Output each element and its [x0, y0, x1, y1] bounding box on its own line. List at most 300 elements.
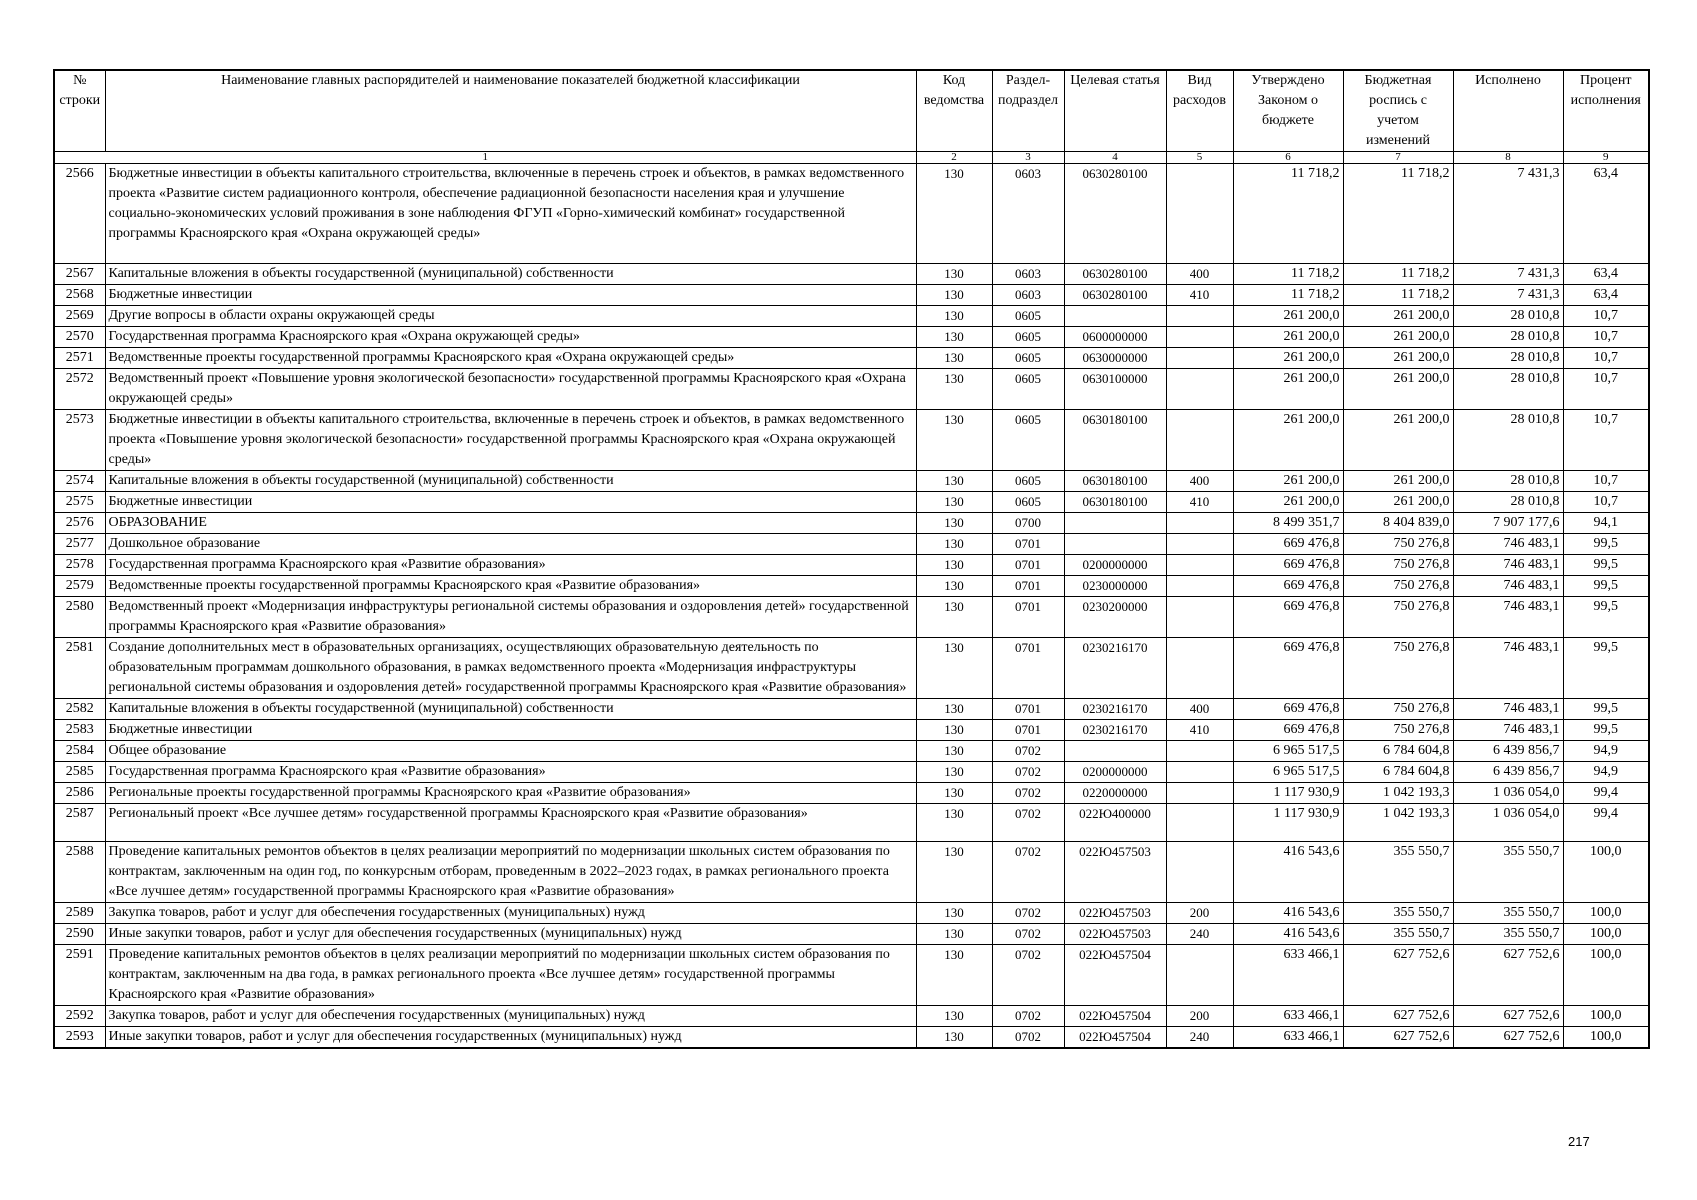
row-number: 2589 — [54, 903, 105, 924]
table-row — [54, 327, 1649, 348]
department-code: 130 — [916, 924, 992, 945]
row-number: 2568 — [54, 285, 105, 306]
department-code: 130 — [916, 576, 992, 597]
department-code: 130 — [916, 945, 992, 1006]
department-code: 130 — [916, 842, 992, 903]
header-expense-type: Вид расходов — [1166, 70, 1233, 152]
schedule-amount: 627 752,6 — [1343, 945, 1453, 1006]
table-row — [54, 783, 1649, 804]
target-item-code: 022Ю457504 — [1064, 1027, 1166, 1049]
department-code: 130 — [916, 699, 992, 720]
executed-amount: 746 483,1 — [1453, 576, 1563, 597]
approved-amount: 416 543,6 — [1233, 842, 1343, 903]
column-number: 8 — [1453, 152, 1563, 164]
schedule-amount: 261 200,0 — [1343, 327, 1453, 348]
schedule-amount: 750 276,8 — [1343, 576, 1453, 597]
approved-amount: 669 476,8 — [1233, 720, 1343, 741]
row-name: Общее образование — [105, 741, 916, 762]
schedule-amount: 261 200,0 — [1343, 348, 1453, 369]
section-code: 0702 — [992, 741, 1064, 762]
expense-type-code: 240 — [1166, 924, 1233, 945]
executed-amount: 627 752,6 — [1453, 1006, 1563, 1027]
percent-executed: 63,4 — [1563, 264, 1649, 285]
schedule-amount: 261 200,0 — [1343, 492, 1453, 513]
department-code: 130 — [916, 164, 992, 264]
expense-type-code — [1166, 369, 1233, 410]
executed-amount: 355 550,7 — [1453, 903, 1563, 924]
table-row — [54, 471, 1649, 492]
table-header — [54, 70, 1649, 164]
approved-amount: 261 200,0 — [1233, 327, 1343, 348]
table-row — [54, 903, 1649, 924]
page-number: 217 — [1568, 1134, 1590, 1149]
expense-type-code — [1166, 348, 1233, 369]
column-number: 2 — [916, 152, 992, 164]
schedule-amount: 355 550,7 — [1343, 924, 1453, 945]
expense-type-code: 200 — [1166, 903, 1233, 924]
percent-executed: 99,4 — [1563, 804, 1649, 842]
section-code: 0701 — [992, 576, 1064, 597]
table-row — [54, 762, 1649, 783]
department-code: 130 — [916, 471, 992, 492]
row-name: Бюджетные инвестиции — [105, 285, 916, 306]
target-item-code: 0630180100 — [1064, 471, 1166, 492]
target-item-code: 022Ю457503 — [1064, 903, 1166, 924]
row-name: Капитальные вложения в объекты государственной (муниципальной) собственности — [105, 471, 916, 492]
target-item-code: 0630280100 — [1064, 164, 1166, 264]
column-number: 7 — [1343, 152, 1453, 164]
row-number: 2576 — [54, 513, 105, 534]
schedule-amount: 750 276,8 — [1343, 555, 1453, 576]
target-item-code: 022Ю457503 — [1064, 924, 1166, 945]
row-name: Региональные проекты государственной программы Красноярского края «Развитие образования» — [105, 783, 916, 804]
percent-executed: 94,9 — [1563, 762, 1649, 783]
target-item-code: 0230216170 — [1064, 638, 1166, 699]
header-executed: Исполнено — [1453, 70, 1563, 152]
target-item-code: 022Ю457504 — [1064, 1006, 1166, 1027]
target-item-code: 0630000000 — [1064, 348, 1166, 369]
row-name: Капитальные вложения в объекты государственной (муниципальной) собственности — [105, 699, 916, 720]
approved-amount: 6 965 517,5 — [1233, 762, 1343, 783]
table-row — [54, 369, 1649, 410]
section-code: 0605 — [992, 410, 1064, 471]
executed-amount: 746 483,1 — [1453, 534, 1563, 555]
department-code: 130 — [916, 410, 992, 471]
column-number: 9 — [1563, 152, 1649, 164]
target-item-code: 0220000000 — [1064, 783, 1166, 804]
schedule-amount: 750 276,8 — [1343, 699, 1453, 720]
table-row — [54, 306, 1649, 327]
expense-type-code — [1166, 945, 1233, 1006]
schedule-amount: 355 550,7 — [1343, 903, 1453, 924]
approved-amount: 669 476,8 — [1233, 534, 1343, 555]
row-number: 2593 — [54, 1027, 105, 1049]
approved-amount: 633 466,1 — [1233, 1027, 1343, 1049]
percent-executed: 94,1 — [1563, 513, 1649, 534]
section-code: 0605 — [992, 492, 1064, 513]
target-item-code: 0200000000 — [1064, 762, 1166, 783]
approved-amount: 261 200,0 — [1233, 369, 1343, 410]
schedule-amount: 8 404 839,0 — [1343, 513, 1453, 534]
row-name: Закупка товаров, работ и услуг для обеспечения государственных (муниципальных) нужд — [105, 903, 916, 924]
department-code: 130 — [916, 327, 992, 348]
row-number: 2567 — [54, 264, 105, 285]
section-code: 0702 — [992, 842, 1064, 903]
schedule-amount: 750 276,8 — [1343, 720, 1453, 741]
percent-executed: 10,7 — [1563, 471, 1649, 492]
percent-executed: 10,7 — [1563, 306, 1649, 327]
target-item-code: 022Ю457503 — [1064, 842, 1166, 903]
target-item-code — [1064, 534, 1166, 555]
approved-amount: 1 117 930,9 — [1233, 804, 1343, 842]
target-item-code — [1064, 306, 1166, 327]
row-name: Закупка товаров, работ и услуг для обеспечения государственных (муниципальных) нужд — [105, 1006, 916, 1027]
target-item-code: 0600000000 — [1064, 327, 1166, 348]
table-row — [54, 720, 1649, 741]
section-code: 0701 — [992, 597, 1064, 638]
executed-amount: 7 907 177,6 — [1453, 513, 1563, 534]
executed-amount: 28 010,8 — [1453, 410, 1563, 471]
expense-type-code — [1166, 842, 1233, 903]
percent-executed: 99,5 — [1563, 576, 1649, 597]
percent-executed: 10,7 — [1563, 410, 1649, 471]
section-code: 0702 — [992, 783, 1064, 804]
approved-amount: 669 476,8 — [1233, 555, 1343, 576]
table-row — [54, 741, 1649, 762]
percent-executed: 10,7 — [1563, 327, 1649, 348]
target-item-code — [1064, 741, 1166, 762]
schedule-amount: 750 276,8 — [1343, 534, 1453, 555]
row-number: 2585 — [54, 762, 105, 783]
approved-amount: 261 200,0 — [1233, 348, 1343, 369]
executed-amount: 746 483,1 — [1453, 597, 1563, 638]
section-code: 0701 — [992, 699, 1064, 720]
section-code: 0605 — [992, 306, 1064, 327]
approved-amount: 416 543,6 — [1233, 924, 1343, 945]
expense-type-code — [1166, 164, 1233, 264]
approved-amount: 11 718,2 — [1233, 285, 1343, 306]
percent-executed: 63,4 — [1563, 285, 1649, 306]
percent-executed: 100,0 — [1563, 903, 1649, 924]
row-number: 2586 — [54, 783, 105, 804]
row-number: 2592 — [54, 1006, 105, 1027]
row-name: Дошкольное образование — [105, 534, 916, 555]
schedule-amount: 261 200,0 — [1343, 471, 1453, 492]
header-percent: Процент исполнения — [1563, 70, 1649, 152]
approved-amount: 8 499 351,7 — [1233, 513, 1343, 534]
column-number: 3 — [992, 152, 1064, 164]
expense-type-code — [1166, 306, 1233, 327]
expense-type-code — [1166, 762, 1233, 783]
row-number: 2572 — [54, 369, 105, 410]
executed-amount: 28 010,8 — [1453, 306, 1563, 327]
section-code: 0605 — [992, 369, 1064, 410]
section-code: 0605 — [992, 471, 1064, 492]
percent-executed: 10,7 — [1563, 492, 1649, 513]
column-number: 4 — [1064, 152, 1166, 164]
schedule-amount: 6 784 604,8 — [1343, 762, 1453, 783]
table-row — [54, 1027, 1649, 1049]
section-code: 0603 — [992, 264, 1064, 285]
approved-amount: 416 543,6 — [1233, 903, 1343, 924]
header-row — [54, 70, 1649, 152]
table-row — [54, 638, 1649, 699]
percent-executed: 99,4 — [1563, 783, 1649, 804]
header-target-item: Целевая статья — [1064, 70, 1166, 152]
column-number: 5 — [1166, 152, 1233, 164]
executed-amount: 28 010,8 — [1453, 492, 1563, 513]
executed-amount: 6 439 856,7 — [1453, 741, 1563, 762]
schedule-amount: 261 200,0 — [1343, 369, 1453, 410]
executed-amount: 7 431,3 — [1453, 264, 1563, 285]
executed-amount: 7 431,3 — [1453, 164, 1563, 264]
section-code: 0702 — [992, 762, 1064, 783]
row-number: 2584 — [54, 741, 105, 762]
row-number: 2570 — [54, 327, 105, 348]
schedule-amount: 627 752,6 — [1343, 1006, 1453, 1027]
table-row — [54, 924, 1649, 945]
row-name: Бюджетные инвестиции в объекты капитального строительства, включенные в перечень строек и объектов, в рамках ведомственного проекта «Развитие систем радиационного контроля, обеспечение радиационной безопасности населения края и улучшение социально-экономических условий проживания в зоне наблюдения ФГУП «Горно-химический комбинат» государственной программы Красноярского края «Охрана окружающей среды» — [105, 164, 916, 264]
table-row — [54, 513, 1649, 534]
department-code: 130 — [916, 555, 992, 576]
approved-amount: 1 117 930,9 — [1233, 783, 1343, 804]
row-name: Ведомственный проект «Модернизация инфраструктуры региональной системы образования и оздоровления детей» государственной программы Красноярского края «Развитие образования» — [105, 597, 916, 638]
expense-type-code — [1166, 804, 1233, 842]
section-code: 0701 — [992, 720, 1064, 741]
row-name: Иные закупки товаров, работ и услуг для обеспечения государственных (муниципальных) нужд — [105, 1027, 916, 1049]
column-numbers-row — [54, 152, 1649, 164]
approved-amount: 669 476,8 — [1233, 699, 1343, 720]
expense-type-code — [1166, 327, 1233, 348]
expense-type-code — [1166, 555, 1233, 576]
target-item-code: 0230000000 — [1064, 576, 1166, 597]
executed-amount: 1 036 054,0 — [1453, 804, 1563, 842]
section-code: 0603 — [992, 285, 1064, 306]
row-number: 2582 — [54, 699, 105, 720]
target-item-code: 022Ю457504 — [1064, 945, 1166, 1006]
approved-amount: 633 466,1 — [1233, 1006, 1343, 1027]
table-row — [54, 492, 1649, 513]
row-number: 2573 — [54, 410, 105, 471]
percent-executed: 63,4 — [1563, 164, 1649, 264]
expense-type-code: 410 — [1166, 492, 1233, 513]
target-item-code — [1064, 513, 1166, 534]
row-name: Государственная программа Красноярского края «Развитие образования» — [105, 555, 916, 576]
approved-amount: 6 965 517,5 — [1233, 741, 1343, 762]
header-budget-schedule: Бюджетная роспись с учетом изменений — [1343, 70, 1453, 152]
executed-amount: 746 483,1 — [1453, 720, 1563, 741]
approved-amount: 261 200,0 — [1233, 306, 1343, 327]
row-number: 2591 — [54, 945, 105, 1006]
department-code: 130 — [916, 720, 992, 741]
target-item-code: 0230216170 — [1064, 720, 1166, 741]
executed-amount: 355 550,7 — [1453, 924, 1563, 945]
department-code: 130 — [916, 306, 992, 327]
section-code: 0702 — [992, 924, 1064, 945]
table-row — [54, 842, 1649, 903]
row-name: Бюджетные инвестиции в объекты капитального строительства, включенные в перечень строек и объектов, в рамках ведомственного проекта «Повышение уровня экологической безопасности» государственной программы Красноярского края «Охрана окружающей среды» — [105, 410, 916, 471]
expense-type-code — [1166, 597, 1233, 638]
row-name: Ведомственные проекты государственной программы Красноярского края «Развитие образования» — [105, 576, 916, 597]
expense-type-code: 400 — [1166, 699, 1233, 720]
schedule-amount: 11 718,2 — [1343, 264, 1453, 285]
approved-amount: 669 476,8 — [1233, 638, 1343, 699]
schedule-amount: 750 276,8 — [1343, 638, 1453, 699]
department-code: 130 — [916, 264, 992, 285]
expense-type-code: 410 — [1166, 720, 1233, 741]
department-code: 130 — [916, 492, 992, 513]
row-number: 2588 — [54, 842, 105, 903]
expense-type-code: 200 — [1166, 1006, 1233, 1027]
percent-executed: 100,0 — [1563, 1006, 1649, 1027]
schedule-amount: 11 718,2 — [1343, 285, 1453, 306]
target-item-code: 0630280100 — [1064, 285, 1166, 306]
executed-amount: 746 483,1 — [1453, 638, 1563, 699]
percent-executed: 99,5 — [1563, 555, 1649, 576]
expense-type-code — [1166, 783, 1233, 804]
row-name: Проведение капитальных ремонтов объектов в целях реализации мероприятий по модернизации школьных систем образования по контрактам, заключенным на два года, в рамках регионального проекта «Все лучшее детям» государственной программы Красноярского края «Развитие образования» — [105, 945, 916, 1006]
target-item-code: 0630280100 — [1064, 264, 1166, 285]
row-number: 2571 — [54, 348, 105, 369]
approved-amount: 669 476,8 — [1233, 576, 1343, 597]
executed-amount: 6 439 856,7 — [1453, 762, 1563, 783]
department-code: 130 — [916, 638, 992, 699]
department-code: 130 — [916, 1027, 992, 1049]
section-code: 0701 — [992, 555, 1064, 576]
target-item-code: 0200000000 — [1064, 555, 1166, 576]
row-name: Другие вопросы в области охраны окружающей среды — [105, 306, 916, 327]
percent-executed: 94,9 — [1563, 741, 1649, 762]
table-row — [54, 410, 1649, 471]
schedule-amount: 261 200,0 — [1343, 410, 1453, 471]
executed-amount: 627 752,6 — [1453, 1027, 1563, 1049]
table-row — [54, 699, 1649, 720]
schedule-amount: 1 042 193,3 — [1343, 783, 1453, 804]
percent-executed: 100,0 — [1563, 842, 1649, 903]
expense-type-code: 400 — [1166, 264, 1233, 285]
percent-executed: 99,5 — [1563, 720, 1649, 741]
column-number: 6 — [1233, 152, 1343, 164]
row-name: ОБРАЗОВАНИЕ — [105, 513, 916, 534]
executed-amount: 28 010,8 — [1453, 369, 1563, 410]
percent-executed: 99,5 — [1563, 699, 1649, 720]
row-number: 2575 — [54, 492, 105, 513]
percent-executed: 99,5 — [1563, 638, 1649, 699]
row-name: Иные закупки товаров, работ и услуг для обеспечения государственных (муниципальных) нужд — [105, 924, 916, 945]
row-number: 2577 — [54, 534, 105, 555]
row-name: Региональный проект «Все лучшее детям» государственной программы Красноярского края «Развитие образования» — [105, 804, 916, 842]
department-code: 130 — [916, 348, 992, 369]
schedule-amount: 627 752,6 — [1343, 1027, 1453, 1049]
target-item-code: 0630100000 — [1064, 369, 1166, 410]
approved-amount: 11 718,2 — [1233, 164, 1343, 264]
department-code: 130 — [916, 369, 992, 410]
row-number: 2574 — [54, 471, 105, 492]
expense-type-code — [1166, 513, 1233, 534]
approved-amount: 11 718,2 — [1233, 264, 1343, 285]
schedule-amount: 750 276,8 — [1343, 597, 1453, 638]
table-row — [54, 597, 1649, 638]
budget-table — [53, 69, 1650, 1049]
column-number: 1 — [54, 152, 916, 164]
expense-type-code — [1166, 534, 1233, 555]
schedule-amount: 1 042 193,3 — [1343, 804, 1453, 842]
table-row — [54, 1006, 1649, 1027]
section-code: 0702 — [992, 945, 1064, 1006]
expense-type-code — [1166, 576, 1233, 597]
expense-type-code: 240 — [1166, 1027, 1233, 1049]
executed-amount: 746 483,1 — [1453, 555, 1563, 576]
schedule-amount: 261 200,0 — [1343, 306, 1453, 327]
approved-amount: 261 200,0 — [1233, 410, 1343, 471]
department-code: 130 — [916, 903, 992, 924]
row-number: 2581 — [54, 638, 105, 699]
executed-amount: 28 010,8 — [1453, 471, 1563, 492]
section-code: 0702 — [992, 1006, 1064, 1027]
expense-type-code — [1166, 741, 1233, 762]
header-approved: Утверждено Законом о бюджете — [1233, 70, 1343, 152]
department-code: 130 — [916, 597, 992, 638]
row-name: Бюджетные инвестиции — [105, 720, 916, 741]
target-item-code: 0630180100 — [1064, 492, 1166, 513]
executed-amount: 7 431,3 — [1453, 285, 1563, 306]
section-code: 0605 — [992, 327, 1064, 348]
section-code: 0603 — [992, 164, 1064, 264]
row-number: 2580 — [54, 597, 105, 638]
section-code: 0702 — [992, 804, 1064, 842]
approved-amount: 669 476,8 — [1233, 597, 1343, 638]
section-code: 0605 — [992, 348, 1064, 369]
percent-executed: 100,0 — [1563, 945, 1649, 1006]
row-number: 2578 — [54, 555, 105, 576]
row-name: Создание дополнительных мест в образовательных организациях, осуществляющих образовательную деятельность по образовательным программам дошкольного образования, в рамках ведомственного проекта «Модернизация инфраструктуры региональной системы образования и оздоровления детей» государственной программы Красноярского края «Развитие образования» — [105, 638, 916, 699]
row-name: Ведомственный проект «Повышение уровня экологической безопасности» государственной программы Красноярского края «Охрана окружающей среды» — [105, 369, 916, 410]
department-code: 130 — [916, 513, 992, 534]
executed-amount: 28 010,8 — [1453, 327, 1563, 348]
department-code: 130 — [916, 534, 992, 555]
table-row — [54, 348, 1649, 369]
percent-executed: 100,0 — [1563, 924, 1649, 945]
percent-executed: 99,5 — [1563, 597, 1649, 638]
row-number: 2590 — [54, 924, 105, 945]
executed-amount: 746 483,1 — [1453, 699, 1563, 720]
target-item-code: 0230216170 — [1064, 699, 1166, 720]
table-row — [54, 555, 1649, 576]
table-row — [54, 164, 1649, 264]
table-row — [54, 285, 1649, 306]
schedule-amount: 355 550,7 — [1343, 842, 1453, 903]
row-name: Ведомственные проекты государственной программы Красноярского края «Охрана окружающей среды» — [105, 348, 916, 369]
table-row — [54, 264, 1649, 285]
approved-amount: 633 466,1 — [1233, 945, 1343, 1006]
row-name: Капитальные вложения в объекты государственной (муниципальной) собственности — [105, 264, 916, 285]
row-number: 2587 — [54, 804, 105, 842]
header-section: Раздел-подраздел — [992, 70, 1064, 152]
row-name: Бюджетные инвестиции — [105, 492, 916, 513]
expense-type-code: 400 — [1166, 471, 1233, 492]
percent-executed: 100,0 — [1563, 1027, 1649, 1049]
table-row — [54, 576, 1649, 597]
percent-executed: 10,7 — [1563, 369, 1649, 410]
row-number: 2566 — [54, 164, 105, 264]
row-number: 2569 — [54, 306, 105, 327]
schedule-amount: 11 718,2 — [1343, 164, 1453, 264]
expense-type-code: 410 — [1166, 285, 1233, 306]
executed-amount: 355 550,7 — [1453, 842, 1563, 903]
department-code: 130 — [916, 762, 992, 783]
executed-amount: 627 752,6 — [1453, 945, 1563, 1006]
row-name: Государственная программа Красноярского края «Охрана окружающей среды» — [105, 327, 916, 348]
